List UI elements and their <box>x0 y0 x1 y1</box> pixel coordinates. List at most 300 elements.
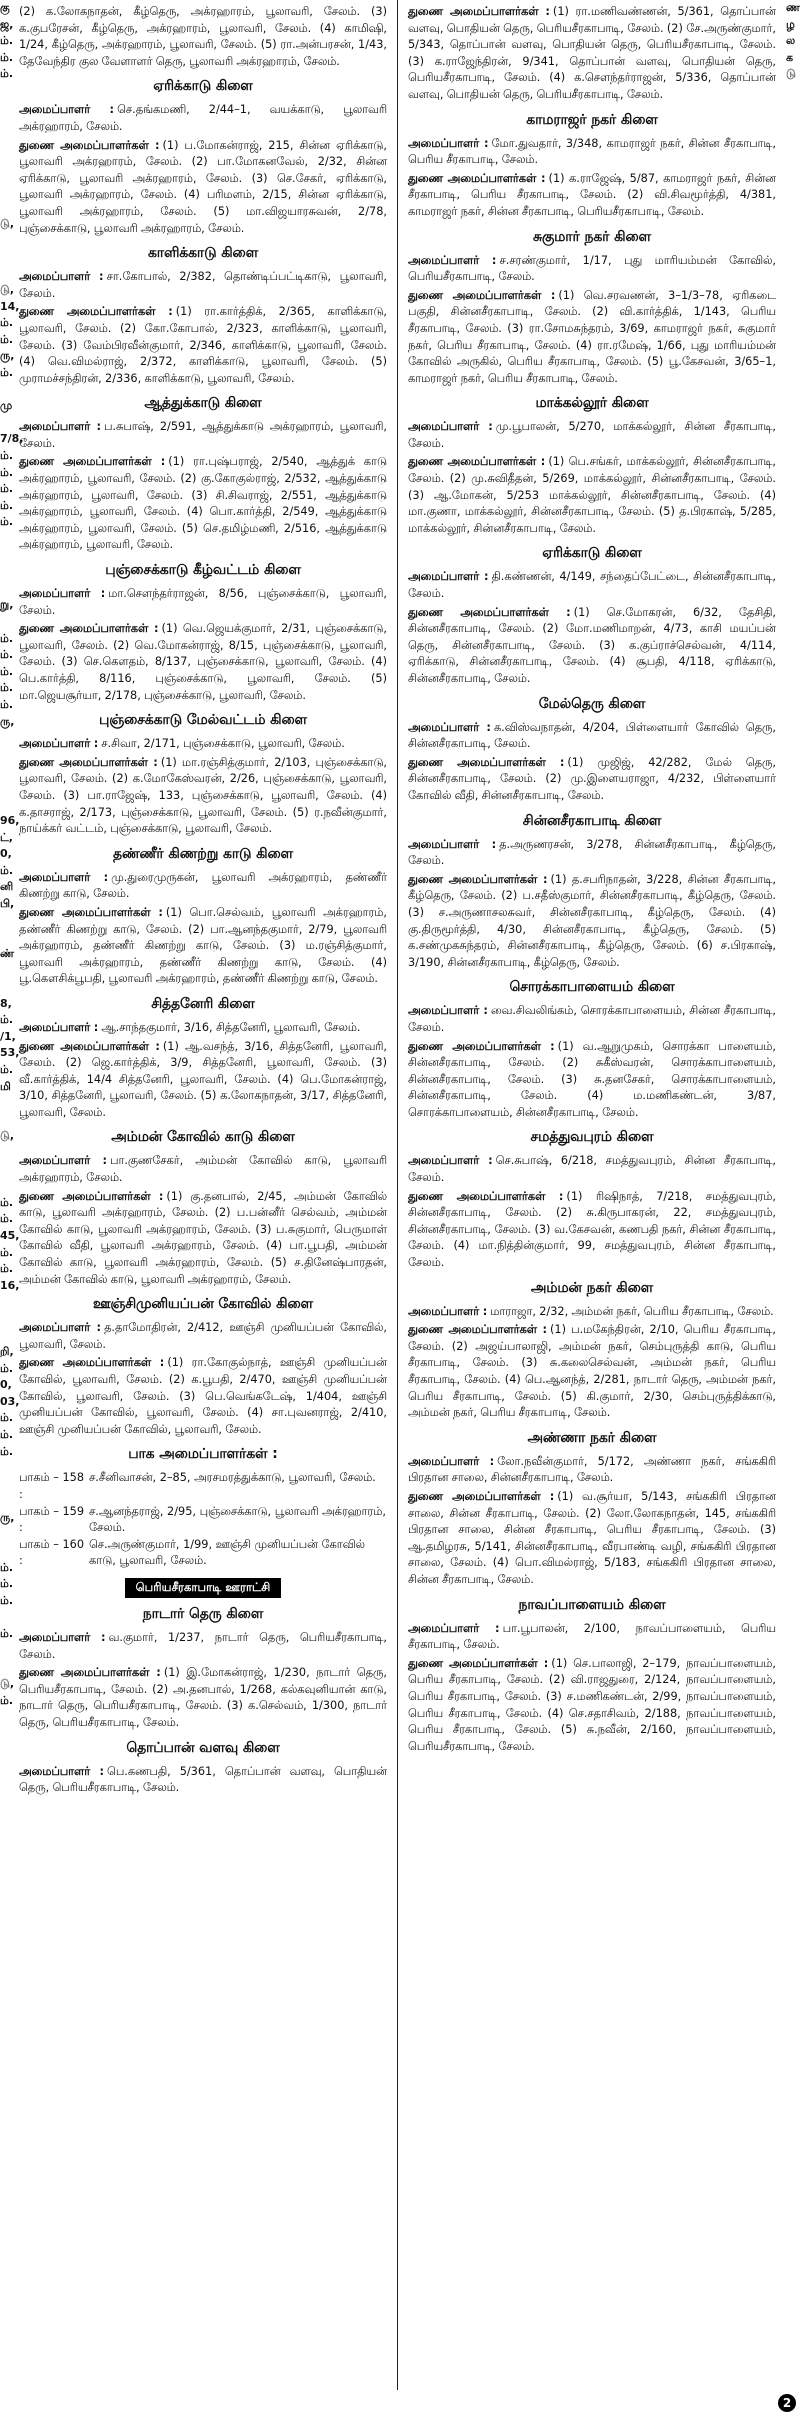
edge-fragment <box>786 232 800 249</box>
member-text: பா.குணசேகர், அம்மன் கோவில் காடு, பூலாவரி அக்ரஹாரம், சேலம். <box>19 1154 387 1185</box>
edge-fragment <box>786 1112 800 1129</box>
member-text: மா.சௌந்தர்ராஜன், 8/56, புஞ்சைக்காடு, பூலாவரி, சேலம். <box>19 587 387 617</box>
edge-fragment: டு <box>786 67 796 81</box>
edge-fragment: ம். <box>0 697 14 711</box>
role-label: அமைப்பாளர் : <box>19 737 99 751</box>
edge-fragment <box>786 1261 800 1278</box>
edge-fragment <box>786 199 800 216</box>
edge-fragment <box>786 315 800 332</box>
edge-fragment: ரு, <box>0 349 15 363</box>
role-label: துணை அமைப்பாளர்கள் : <box>19 905 163 919</box>
branch-heading: நாவப்பாளையம் கிளை <box>518 1596 666 1613</box>
role-label: துணை அமைப்பாளர்கள் : <box>19 1356 165 1370</box>
member-paragraph <box>408 4 776 104</box>
role-label: அமைப்பாளர் : <box>19 587 106 601</box>
edge-fragment: ம். <box>0 316 14 330</box>
edge-fragment: ம். <box>0 482 14 496</box>
edge-fragment: ம். <box>0 1594 14 1607</box>
edge-fragment <box>0 797 14 814</box>
role-label: துணை அமைப்பாளர்கள் : <box>19 755 158 769</box>
ward-number: பாகம் – 158 : <box>19 1471 85 1501</box>
role-label: துணை அமைப்பாளர்கள் : <box>408 1489 555 1503</box>
edge-fragment: 16, <box>0 1278 20 1292</box>
edge-fragment <box>786 1195 800 1212</box>
role-label: துணை அமைப்பாளர்கள் : <box>408 288 556 302</box>
edge-fragment <box>786 879 800 896</box>
ward-entry <box>19 1504 387 1537</box>
edge-fragment <box>786 564 800 581</box>
branch-heading: காளிக்காடு கிளை <box>147 245 259 262</box>
role-label: துணை அமைப்பாளர்கள் : <box>19 138 160 152</box>
role-label: துணை அமைப்பாளர்கள் : <box>408 1323 547 1337</box>
edge-fragment <box>0 232 14 249</box>
member-text: (1) செ.பாலாஜி, 2–179, நாவப்பாளையம், பெரிய சீரகாபாடி, சேலம். (2) வி.ராஜதுரை, 2/124, நாவப்பாளையம், பெரிய சீரகாபாடி, சேலம். (3) ச.மணிகண்டன், 2/99, நாவப்பாளையம், பெரிய சீரகாபாடி, சேலம். (4) செ.சதாசிவம், 2/188, நாவப்பாளையம், பெரிய சீரகாபாடி, சேலம். (5) சு.நவீன், 2/160, நாவப்பாளையம், பெரியசீரகாபாடி, சேலம். <box>408 1656 776 1753</box>
edge-fragment <box>786 896 800 913</box>
edge-fragment <box>786 664 800 681</box>
edge-fragment <box>0 929 14 946</box>
ward-entry <box>19 1470 387 1503</box>
role-label: துணை அமைப்பாளர்கள் : <box>19 1039 160 1053</box>
edge-fragment <box>786 846 800 863</box>
member-text: (1) கு.தனபால், 2/45, அம்மன் கோவில் காடு, பூலாவரி அக்ரஹாரம், சேலம். (2) ப.பன்னீர் செல்வம், அம்மன் கோவில் காடு, பூலாவரி அக்ரஹாரம், சேலம். (3) ப.சுகுமார், பெருமாள் கோவில் வீதி, பூலாவரி அக்ரஹாரம், சேலம். (4) பா.பூபதி, அம்மன் கோவில் காடு, பூலாவரி அக்ரஹாரம், சேலம். (5) ச.தினேஷ்பாரதன், அம்மன் கோவில் காடு, பூலாவரி அக்ரஹாரம், சேலம். <box>19 1189 387 1286</box>
member-text: (1) வெ.சரவணன், 3–1/3–78, ஏரிகடை பகுதி, சின்னசீரகாபாடி, சேலம். (2) வி.கார்த்திக், 1/143, பெரிய சீரகாபாடி, சேலம். (3) ரா.சோமசுந்தரம், 3/69, காமராஜர் நகர், சுகுமார் நகர், பெரிய சீரகாபாடி, சேலம். (4) ரா.ரமேஷ், 1/66, புது மாரியம்மன் கோவில் அருகில், பெரிய சீரகாபாடி, சேலம். (5) பூ.கேசவன், 3/65–1, காமராஜர் நகர், பெரிய சீரகாபாடி, சேலம். <box>408 288 776 385</box>
member-paragraph <box>408 872 776 972</box>
member-paragraph <box>19 1020 387 1037</box>
edge-fragment: 0, <box>0 1378 12 1392</box>
edge-fragment <box>786 1593 800 1610</box>
edge-fragment <box>0 747 14 764</box>
ward-organizer: ச.ஆனந்தராஜ், 2/95, புஞ்சைக்காடு, பூலாவரி அக்ரஹாரம், சேலம். <box>89 1504 386 1535</box>
edge-fragment: 96, <box>0 814 20 828</box>
edge-fragment <box>0 564 14 581</box>
edge-fragment: னி <box>0 880 14 894</box>
role-label: அமைப்பாளர் : <box>408 570 489 584</box>
edge-fragment <box>786 332 800 349</box>
edge-fragment: ம். <box>0 50 14 64</box>
edge-fragment: 0, <box>0 847 12 861</box>
member-paragraph <box>19 1039 387 1122</box>
edge-fragment <box>786 614 800 631</box>
role-label: அமைப்பாளர் : <box>408 1621 500 1635</box>
branch-heading: ஏரிக்காடு கிளை <box>153 78 253 95</box>
edge-fragment <box>0 1145 14 1162</box>
edge-fragment: ம். <box>0 681 14 695</box>
edge-fragment <box>0 1112 14 1129</box>
member-text: (1) மா.ரஞ்சித்குமார், 2/103, புஞ்சைக்காடு, பூலாவரி, சேலம். (2) க.மோகேஸ்வரன், 2/26, புஞ்சைக்காடு, பூலாவரி, சேலம். (3) பா.ராஜேஷ், 133, புஞ்சைக்காடு, பூலாவரி, சேலம். (4) க.தாசராஜ், 2/173, புஞ்சைக்காடு, பூலாவரி, சேலம். (5) ர.நவீன்குமார், நாய்க்கர் வட்டம், புஞ்சைக்காடு, பூலாவரி, சேலம். <box>19 755 387 836</box>
edge-fragment: ம். <box>0 863 14 877</box>
member-paragraph <box>19 755 387 838</box>
edge-fragment: ம். <box>0 515 14 529</box>
edge-fragment: ம். <box>0 1212 14 1226</box>
member-text: (1) வ.ஆறுமுகம், சொரக்கா பாளையம், சின்னசீரகாபாடி, சேலம். (2) சுகீஸ்வரன், சொரக்காபாளையம், சின்னசீரகாபாடி, சேலம். (3) சு.தனசேகர், சொரக்காபாளையம், சின்னசீரகாபாடி, சேலம். (4) ம.மணிகண்டன், 3/87, சொரக்காபாளையம், சின்னசீரகாபாடி, சேலம். <box>408 1039 776 1119</box>
edge-fragment: 53, <box>0 1046 20 1060</box>
edge-fragment <box>786 531 800 548</box>
branch-heading: தொப்பான் வளவு கிளை <box>126 1739 280 1756</box>
member-text: (1) பொ.செல்வம், பூலாவரி அக்ரஹாரம், தண்ணீர் கிணற்று காடு, சேலம். (2) பா.ஆனந்தகுமார், 2/79, பூலாவரி அக்ரஹாரம், தண்ணீர் கிணற்று காடு, சேலம். (3) ம.ரஞ்சித்குமார், பூலாவரி அக்ரஹாரம், தண்ணீர் கிணற்று காடு, சேலம். (4) பூ.கௌசிக்பூபதி, பூலாவரி அக்ரஹாரம், தண்ணீர் கிணற்று காடு, சேலம். <box>19 905 387 986</box>
edge-fragment <box>786 249 800 266</box>
edge-fragment <box>786 183 800 200</box>
role-label: அமைப்பாளர் : <box>408 720 491 734</box>
edge-fragment <box>786 415 800 432</box>
edge-fragment <box>0 1294 14 1311</box>
member-paragraph <box>19 586 387 619</box>
edge-fragment <box>786 398 800 415</box>
edge-fragment <box>0 1477 14 1494</box>
member-text: லோ.நவீன்குமார், 5/172, அண்ணா நகர், சங்ககிரி பிரதான சாலை, சின்னசீரகாபாடி, சேலம். <box>408 1454 776 1485</box>
edge-fragment <box>786 830 800 847</box>
edge-fragment <box>786 1527 800 1544</box>
branch-heading: அண்ணா நகர் கிளை <box>527 1429 657 1446</box>
role-label: அமைப்பாளர் : <box>408 253 497 267</box>
ward-entry <box>19 1537 387 1570</box>
member-text: தி.கண்ணன், 4/149, சந்தைப்பேட்டை, சின்னசீரகாபாடி, சேலம். <box>408 570 777 601</box>
role-label: அமைப்பாளர் : <box>408 1154 493 1168</box>
member-text: (1) பெ.சங்கர், மாக்கல்லூர், சின்னசீரகாபாடி, சேலம். (2) மு.சுவிதீதன், 5/269, மாக்கல்லூர், சின்னசீரகாபாடி, சேலம். (3) ஆ.மோகன், 5/253 மாக்கல்லூர், சின்னசீரகாபாடி, சேலம். (4) மா.குணா, மாக்கல்லூர், சின்னசீரகாபாடி, சேலம். (5) த.பிரகாஷ், 5/285, மாக்கல்லூர், சின்னசீரகாபாடி, சேலம். <box>408 455 776 535</box>
edge-fragment <box>0 116 14 133</box>
edge-fragment: டு, <box>0 1129 14 1143</box>
role-label: அமைப்பாளர் : <box>19 270 104 284</box>
edge-fragment: ம். <box>0 498 14 512</box>
edge-fragment <box>786 1493 800 1510</box>
edge-fragment <box>786 1361 800 1378</box>
member-paragraph <box>408 288 776 388</box>
edge-fragment: ம். <box>0 1577 14 1591</box>
member-paragraph <box>408 569 776 602</box>
edge-fragment: ம். <box>0 1262 14 1276</box>
member-text: (1) ப.மோகன்ராஜ், 215, சின்ன ஏரிக்காடு, பூலாவரி அக்ரஹாரம், சேலம். (2) பா.மோகனவேல், 2/32, சின்ன ஏரிக்காடு, பூலாவரி அக்ரஹாரம், சேலம். (3) செ.சேகர், ஏரிக்காடு, பூலாவரி அக்ரஹாரம், சேலம். (4) பரிமளம், 2/15, சின்ன ஏரிக்காடு, பூலாவரி அக்ரஹாரம், சேலம். (5) மா.விஜயாரசுவன், 2/78, புஞ்சைக்காடு, பூலாவரி அக்ரஹாரம், சேலம். <box>19 138 387 235</box>
edge-fragment: ரு, <box>0 1511 15 1525</box>
edge-fragment <box>786 1543 800 1560</box>
edge-fragment: ம். <box>0 366 14 380</box>
edge-fragment <box>0 548 14 565</box>
edge-fragment <box>786 1344 800 1361</box>
ward-organizer: ச.சீனிவாசன், 2–85, அரசமரத்துக்காடு, பூலாவரி, சேலம். <box>89 1471 376 1485</box>
edge-fragment <box>786 1211 800 1228</box>
branch-heading: மாக்கல்லூர் கிளை <box>535 395 649 412</box>
edge-fragment <box>786 382 800 399</box>
member-text: (1) ரா.மணிவண்ணன், 5/361, தொப்பான் வளவு, பொதியன் தெரு, பெரியசீரகாபாடி, சேலம். (2) சே.அருண்குமார், 5/343, தொப்பான் வளவு, பொதியன் தெரு, பெரியசீரகாபாடி, சேலம். (3) க.ராஜேந்திரன், 9/341, தொப்பான் வளவு, பொதியன் தெரு, பெரியசீரகாபாடி, சேலம். (4) க.சௌந்தர்ராஜன், 5/336, தொப்பான் வளவு, பொதியன் தெரு, பெரியசீரகாபாடி, சேலம். <box>408 5 777 101</box>
edge-fragment <box>786 913 800 930</box>
edge-fragment <box>0 249 14 266</box>
member-text: (1) க.ராஜேஷ், 5/87, காமராஜர் நகர், சின்ன சீரகாபாடி, பெரிய சீரகாபாடி, சேலம். (2) வி.சிவமூர்த்தி, 4/381, காமராஜர் நகர், சின்ன சீரகாபாடி, பெரியசீரகாபாடி, சேலம். <box>408 171 777 218</box>
member-text: (1) ப.மகேந்திரன், 2/10, பெரிய சீரகாபாடி, சேலம். (2) அஜய்பாலாஜி, அம்மன் நகர், செம்புருத்தி காடு, பெரிய சீரகாபாடி, சேலம். (3) சு.கலைசெல்வன், அம்மன் நகர், பெரிய சீரகாபாடி, சேலம். (4) பெ.ஆனந்த், 2/281, நாடார் தெரு, அம்மன் நகர், பெரிய சீரகாபாடி, சேலம். (5) கி.குமார், 2/30, செம்புருத்திக்காடு, அம்மன் நகர், பெரிய சீரகாபாடி, சேலம். <box>408 1323 776 1420</box>
edge-fragment <box>786 1228 800 1245</box>
edge-fragment <box>786 747 800 764</box>
member-paragraph <box>408 1189 776 1272</box>
edge-fragment <box>0 149 14 166</box>
edge-fragment: ம். <box>0 1627 14 1641</box>
member-text: (1) இ.மோகன்ராஜ், 1/230, நாடார் தெரு, பெரியசீரகாபாடி, சேலம். (2) அ.தனபால், 1/268, கல்கவுனியான் காடு, நாடார் தெரு, பெரியசீரகாபாடி, சேலம். (3) க.செல்வம், 1/300, நாடார் தெரு, பெரியசீரகாபாடி, சேலம். <box>19 1666 387 1729</box>
member-text: க.விஸ்வநாதன், 4/204, பிள்ளையார் கோவில் தெரு, சின்னசீரகாபாடி, சேலம். <box>408 720 776 751</box>
edge-fragment <box>786 631 800 648</box>
panchayat-banner: பெரியசீரகாபாடி ஊராட்சி <box>125 1578 282 1598</box>
role-label: அமைப்பாளர் : <box>19 1321 102 1335</box>
edge-fragment: ம். <box>0 332 14 346</box>
edge-fragment <box>0 531 14 548</box>
edge-fragment <box>0 1659 14 1676</box>
edge-fragment: ம். <box>0 67 14 81</box>
role-label: துணை அமைப்பாளர்கள் : <box>408 755 565 769</box>
member-text: (1) ரா.புஷ்பராஜ், 2/540, ஆத்துக் காடு அக்ரஹாரம், பூலாவரி, சேலம். (2) கு.கோகுல்ராஜ், 2/532, ஆத்துக்காடு அக்ரஹாரம், பூலாவரி, சேலம். (3) சி.சிவராஜ், 2/551, ஆத்துக்காடு அக்ரஹாரம், பூலாவரி, சேலம். (4) பொ.கார்த்தி, 2/549, ஆத்துக்காடு அக்ரஹாரம், பூலாவரி, சேலம். (5) செ.தமிழ்மணி, 2/516, ஆத்துக்காடு அக்ரஹாரம், பூலாவரி, சேலம். <box>19 455 387 552</box>
edge-fragment <box>786 581 800 598</box>
edge-fragment <box>786 481 800 498</box>
right-edge-fragments <box>786 0 800 2380</box>
edge-fragment <box>0 962 14 979</box>
edge-fragment: ஜ, <box>0 17 14 31</box>
member-paragraph <box>19 1630 387 1663</box>
edge-fragment <box>0 1328 14 1345</box>
edge-fragment <box>0 199 14 216</box>
edge-fragment: ம். <box>0 1693 14 1707</box>
role-label: அமைப்பாளர் : <box>19 1764 105 1778</box>
role-label: துணை அமைப்பாளர்கள் : <box>19 1189 164 1203</box>
branch-heading: சமத்துவபுரம் கிளை <box>530 1129 654 1146</box>
left-edge-fragments <box>0 0 24 2380</box>
edge-fragment: ம். <box>0 631 14 645</box>
edge-fragment <box>786 780 800 797</box>
edge-fragment: ட், <box>0 830 13 844</box>
edge-fragment: மு <box>0 399 13 413</box>
ward-number: பாகம் – 160 : <box>19 1537 85 1568</box>
member-paragraph <box>19 1320 387 1353</box>
edge-fragment <box>786 133 800 150</box>
edge-fragment <box>786 929 800 946</box>
edge-fragment <box>786 1062 800 1079</box>
edge-fragment: ம். <box>0 664 14 678</box>
edge-fragment: பி, <box>0 897 15 911</box>
edge-fragment <box>786 498 800 515</box>
member-paragraph <box>19 905 387 988</box>
edge-fragment <box>0 1311 14 1328</box>
edge-fragment <box>0 83 14 100</box>
edge-fragment <box>786 266 800 283</box>
edge-fragment <box>786 1576 800 1593</box>
edge-fragment <box>786 763 800 780</box>
member-text: ச.சிவா, 2/171, புஞ்சைக்காடு, பூலாவரி, சேலம். <box>101 737 345 751</box>
edge-fragment <box>786 1079 800 1096</box>
edge-fragment <box>0 183 14 200</box>
edge-fragment <box>786 216 800 233</box>
member-paragraph <box>408 1153 776 1186</box>
edge-fragment <box>786 431 800 448</box>
edge-fragment <box>786 448 800 465</box>
member-paragraph <box>408 253 776 286</box>
member-paragraph <box>408 136 776 169</box>
member-text: ஆ.சாந்தகுமார், 3/16, சித்தனேரி, பூலாவரி, சேலம். <box>101 1020 361 1034</box>
member-text: சா.கோபால், 2/382, தொண்டிப்பட்டிகாடு, பூலாவரி, சேலம். <box>19 270 387 300</box>
edge-fragment <box>786 946 800 963</box>
branch-heading: சித்தனேரி கிளை <box>151 995 255 1012</box>
edge-fragment: ண <box>786 1 800 14</box>
edge-fragment <box>0 780 14 797</box>
member-paragraph <box>19 138 387 238</box>
role-label: அமைப்பாளர் : <box>19 1020 99 1034</box>
edge-fragment: ம். <box>0 1245 14 1259</box>
edge-fragment <box>786 1477 800 1494</box>
member-text: வ.குமார், 1/237, நாடார் தெரு, பெரியசீரகாபாடி, சேலம். <box>19 1630 387 1661</box>
edge-fragment: ம். <box>0 449 14 463</box>
edge-fragment: ம். <box>0 1560 14 1574</box>
edge-fragment: ம். <box>0 465 14 479</box>
member-text: த.அருணரசன், 3/278, சின்னசீரகாபாடி, கீழ்தெரு, சேலம். <box>408 837 776 868</box>
member-text: வை.சிவலிங்கம், சொரக்காபாளையம், சின்ன சீரகாபாடி, சேலம். <box>408 1004 776 1034</box>
edge-fragment: 7/8, <box>0 432 24 446</box>
edge-fragment: ம். <box>0 1195 14 1209</box>
role-label: துணை அமைப்பாளர்கள் : <box>408 872 548 886</box>
member-paragraph <box>19 1764 387 1797</box>
edge-fragment: ம். <box>0 1428 14 1442</box>
edge-fragment <box>0 913 14 930</box>
member-paragraph <box>408 454 776 537</box>
role-label: அமைப்பாளர் : <box>408 1004 488 1018</box>
edge-fragment <box>786 1145 800 1162</box>
edge-fragment <box>786 996 800 1013</box>
role-label: அமைப்பாளர் : <box>408 837 497 851</box>
edge-fragment: ம். <box>0 1361 14 1375</box>
edge-fragment: கு <box>0 1 10 14</box>
edge-fragment <box>786 1427 800 1444</box>
role-label: துணை அமைப்பாளர்கள் : <box>19 622 159 636</box>
edge-fragment <box>0 415 14 432</box>
edge-fragment <box>786 1610 800 1627</box>
role-label: துணை அமைப்பாளர்கள் : <box>19 1666 161 1680</box>
member-text: (2) க.லோகநாதன், கீழ்தெரு, அக்ரஹாரம், பூலாவரி, சேலம். (3) க.குபரேசன், கீழ்தெரு, அக்ரஹாரம், பூலாவரி, சேலம். (4) காமிஷி, 1/24, கீழ்தெரு, அக்ரஹாரம், பூலாவரி, சேலம். (5) ரா.அன்பரசன், 1/43, தேவேந்திர குல வேளாளர் தெரு, பூலாவரி அக்ரஹாரம், சேலம். <box>19 5 387 68</box>
edge-fragment <box>786 797 800 814</box>
edge-fragment <box>786 548 800 565</box>
edge-fragment <box>0 1460 14 1477</box>
branch-heading: சொரக்காபாளையம் கிளை <box>509 979 675 996</box>
member-paragraph <box>408 1003 776 1036</box>
role-label: துணை அமைப்பாளர்கள் : <box>19 305 173 319</box>
edge-fragment <box>786 149 800 166</box>
member-text: ச.சரண்குமார், 1/17, புது மாரியம்மன் கோவில், பெரியசீரகாபாடி, சேலம். <box>408 253 776 284</box>
role-label: அமைப்பாளர் : <box>408 420 493 434</box>
edge-fragment: ம். <box>0 1411 14 1425</box>
member-paragraph <box>408 720 776 753</box>
edge-fragment <box>0 1493 14 1510</box>
edge-fragment <box>786 730 800 747</box>
edge-fragment: ழ <box>786 17 795 31</box>
edge-fragment: 03, <box>0 1394 20 1408</box>
member-text: த.தாமோதிரன், 2/412, ஊஞ்சி முனியப்பன் கோவில், பூலாவரி, சேலம். <box>19 1321 388 1351</box>
edge-fragment <box>786 1560 800 1577</box>
edge-fragment <box>786 1294 800 1311</box>
branch-heading: நாடார் தெரு கிளை <box>142 1605 264 1622</box>
member-paragraph <box>19 454 387 554</box>
column-divider <box>397 0 398 2390</box>
role-label: துணை அமைப்பாளர்கள் : <box>408 1039 555 1053</box>
member-paragraph <box>19 621 387 704</box>
edge-fragment <box>786 697 800 714</box>
edge-fragment <box>0 133 14 150</box>
branch-heading: புஞ்சைக்காடு மேல்வட்டம் கிளை <box>99 712 307 729</box>
edge-fragment <box>0 581 14 598</box>
edge-fragment <box>786 813 800 830</box>
member-paragraph <box>19 736 387 753</box>
edge-fragment <box>0 979 14 996</box>
edge-fragment <box>786 979 800 996</box>
member-paragraph <box>408 837 776 870</box>
edge-fragment: 8, <box>0 996 12 1010</box>
role-label: அமைப்பாளர் : <box>19 420 101 434</box>
edge-fragment: 14, <box>0 299 20 313</box>
member-text: மு.துரைமுருகன், பூலாவரி அக்ரஹாரம், தண்ணீர் கிணற்று காடு, சேலம். <box>19 870 388 901</box>
branch-heading: ஊஞ்சிமுனியப்பன் கோவில் கிளை <box>93 1296 313 1313</box>
edge-fragment <box>0 614 14 631</box>
member-text: பெ.கணபதி, 5/361, தொப்பான் வளவு, பொதியன் தெரு, பெரியசீரகாபாடி, சேலம். <box>19 1764 388 1795</box>
edge-fragment <box>786 1178 800 1195</box>
edge-fragment: டு, <box>0 1676 14 1690</box>
branch-heading: மேல்தெரு கிளை <box>538 695 646 712</box>
edge-fragment <box>0 382 14 399</box>
member-paragraph <box>19 1665 387 1731</box>
column-left <box>19 4 387 2399</box>
edge-fragment <box>786 1128 800 1145</box>
edge-fragment <box>786 514 800 531</box>
member-text: செ.சுபாஷ், 6/218, சமத்துவபுரம், சின்ன சீரகாபாடி, சேலம். <box>408 1154 777 1185</box>
edge-fragment: றி, <box>0 1345 14 1359</box>
member-paragraph <box>19 304 387 387</box>
edge-fragment: ம். <box>0 1063 14 1076</box>
branch-heading: அம்மன் நகர் கிளை <box>530 1279 654 1296</box>
edge-fragment <box>0 730 14 747</box>
edge-fragment: ல <box>786 34 796 48</box>
branch-heading: சின்னசீரகாபாடி கிளை <box>522 812 662 829</box>
member-text: (1) த.சபரிநாதன், 3/228, சின்ன சீரகாபாடி, கீழ்தெரு, சேலம். (2) ப.சதீஸ்குமார், சின்னசீரகாபாடி, கீழ்தெரு, சேலம். (3) ச.அருணாசலசுவர், சின்னசீரகாபாடி, கீழ்தெரு, சேலம். (4) கு.திருமூர்த்தி, 4/30, சின்னசீரகாபாடி, கீழ்தெரு, சேலம். (5) க.சண்முகசுந்தரம், சின்னசீரகாபாடி, கீழ்தெரு, சேலம். (6) ச.பிரகாஷ், 3/190, சின்னசீரகாபாடி, கீழ்தெரு, சேலம். <box>408 872 776 969</box>
member-text: செ.தங்கமணி, 2/44–1, வயக்காடு, பூலாவரி அக்ரஹாரம், சேலம். <box>19 103 387 133</box>
edge-fragment <box>0 166 14 183</box>
edge-fragment <box>786 647 800 664</box>
edge-fragment: ரு, <box>0 714 15 728</box>
edge-fragment: ம். <box>0 648 14 662</box>
member-text: (1) ஆ.வசந்த், 3/16, சித்தனேரி, பூலாவரி, சேலம். (2) ஜெ.கார்த்திக், 3/9, சித்தனேரி, பூலாவரி, சேலம். (3) வீ.கார்த்திக், 14/4 சித்தனேரி, பூலாவரி, சேலம். (4) பெ.மோகன்ராஜ், 3/10, சித்தனேரி, பூலாவரி, சேலம். (5) க.லோகநாதன், 3/17, சித்தனேரி, பூலாவரி, சேலம். <box>19 1039 387 1119</box>
edge-fragment <box>786 166 800 183</box>
member-paragraph <box>408 1039 776 1122</box>
edge-fragment <box>786 1394 800 1411</box>
member-paragraph <box>19 1355 387 1438</box>
role-label: அமைப்பாளர் : <box>19 870 109 884</box>
member-paragraph <box>408 755 776 805</box>
edge-fragment <box>786 83 800 100</box>
edge-fragment: 45, <box>0 1228 20 1242</box>
edge-fragment <box>786 1012 800 1029</box>
branch-heading: தண்ணீர் கிணற்று காடு கிளை <box>113 845 293 862</box>
column-right <box>408 4 776 2399</box>
edge-fragment: டு, <box>0 216 14 230</box>
edge-fragment: க <box>786 50 794 64</box>
role-label: அமைப்பாளர் : <box>408 1454 495 1468</box>
member-text: (1) முஜிஜ், 42/282, மேல் தெரு, சின்னசீரகாபாடி, சேலம். (2) மு.இளையராஜா, 4/232, பிள்ளையார் கோவில் வீதி, சின்னசீரகாபாடி, சேலம். <box>408 755 776 802</box>
edge-fragment <box>786 1311 800 1328</box>
member-text: (1) செ.மோகரன், 6/32, தேசிதி, சின்னசீரகாபாடி, சேலம். (2) மோ.மணிமாறன், 4/73, காசி மயப்பன் தெரு, சின்னசீரகாபாடி, சேலம். (3) க.குப்ராச்செல்வன், 4/114, ஏரிக்காடு, சின்னசீரகாபாடி, சேலம். (4) சூபதி, 4/118, ஏரிக்காடு, சின்னசீரகாபாடி, சேலம். <box>408 605 776 685</box>
edge-fragment: டு, <box>0 283 14 297</box>
member-paragraph <box>408 1489 776 1589</box>
edge-fragment <box>786 365 800 382</box>
role-label: அமைப்பாளர் : <box>19 1630 106 1644</box>
edge-fragment <box>786 100 800 117</box>
edge-fragment: /1, <box>0 1029 16 1043</box>
edge-fragment: ண் <box>0 946 14 960</box>
member-paragraph <box>19 269 387 302</box>
edge-fragment <box>786 1095 800 1112</box>
edge-fragment <box>786 1460 800 1477</box>
edge-fragment: மி <box>0 1079 11 1093</box>
page-number: 2 <box>778 2394 796 2412</box>
member-paragraph <box>408 605 776 688</box>
edge-fragment <box>786 348 800 365</box>
role-label: துணை அமைப்பாளர்கள் : <box>408 171 546 185</box>
edge-fragment <box>786 863 800 880</box>
